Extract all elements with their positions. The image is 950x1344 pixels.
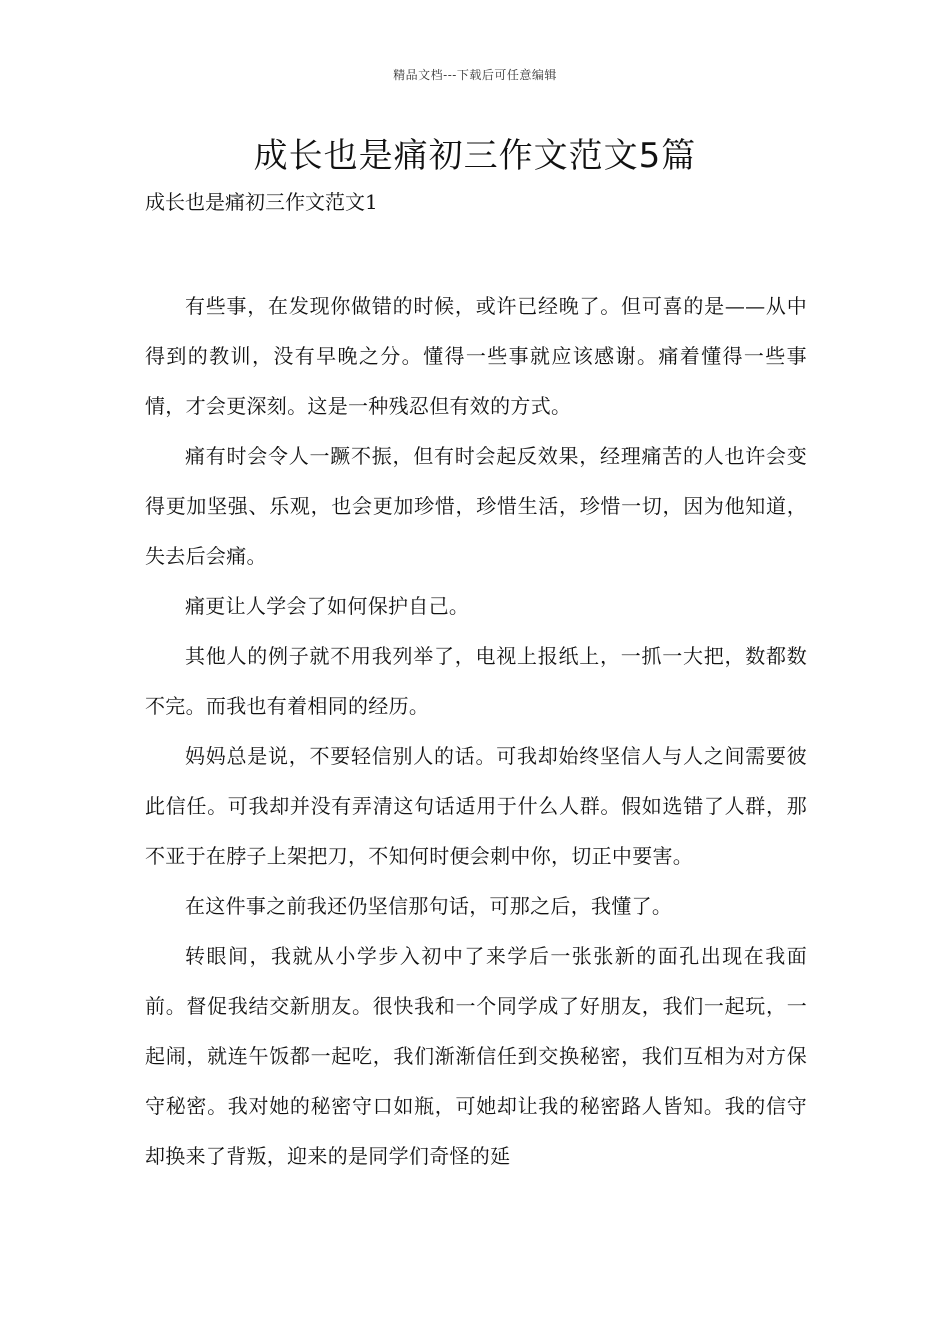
paragraph: 在这件事之前我还仍坚信那句话，可那之后，我懂了。 <box>185 894 673 918</box>
paragraph: 转眼间，我就从小学步入初中了来学后一张张新的面孔出现在我面前。督促我结交新朋友。很快我和一个同学成了好朋友，我们一起玩，一起闹，就连午饭都一起吃，我们渐渐信任到交换秘密，我们互相为对方保守秘密。我对她的秘密守口如瓶，可她却让我的秘密路人皆知。我的信守却换来了背叛，迎来的是同学们奇怪的延 <box>145 944 807 1168</box>
document-body <box>145 281 807 1181</box>
document-title: 成长也是痛初三作文范文5篇 <box>253 136 697 176</box>
document-subtitle: 成长也是痛初三作文范文1 <box>145 190 378 214</box>
paragraph: 妈妈总是说，不要轻信别人的话。可我却始终坚信人与人之间需要彼此信任。可我却并没有弄清这句话适用于什么人群。假如选错了人群，那不亚于在脖子上架把刀，不知何时便会刺中你，切正中要害。 <box>145 744 807 868</box>
paragraph: 有些事，在发现你做错的时候，或许已经晚了。但可喜的是——从中得到的教训，没有早晚之分。懂得一些事就应该感谢。痛着懂得一些事情，才会更深刻。这是一种残忍但有效的方式。 <box>145 294 807 418</box>
header-note: 精品文档---下载后可任意编辑 <box>393 68 557 82</box>
paragraph: 痛有时会令人一蹶不振，但有时会起反效果，经理痛苦的人也许会变得更加坚强、乐观，也会更加珍惜，珍惜生活，珍惜一切，因为他知道，失去后会痛。 <box>145 444 807 568</box>
paragraph: 其他人的例子就不用我列举了，电视上报纸上，一抓一大把，数都数不完。而我也有着相同的经历。 <box>145 644 807 718</box>
paragraph: 痛更让人学会了如何保护自己。 <box>185 594 470 618</box>
